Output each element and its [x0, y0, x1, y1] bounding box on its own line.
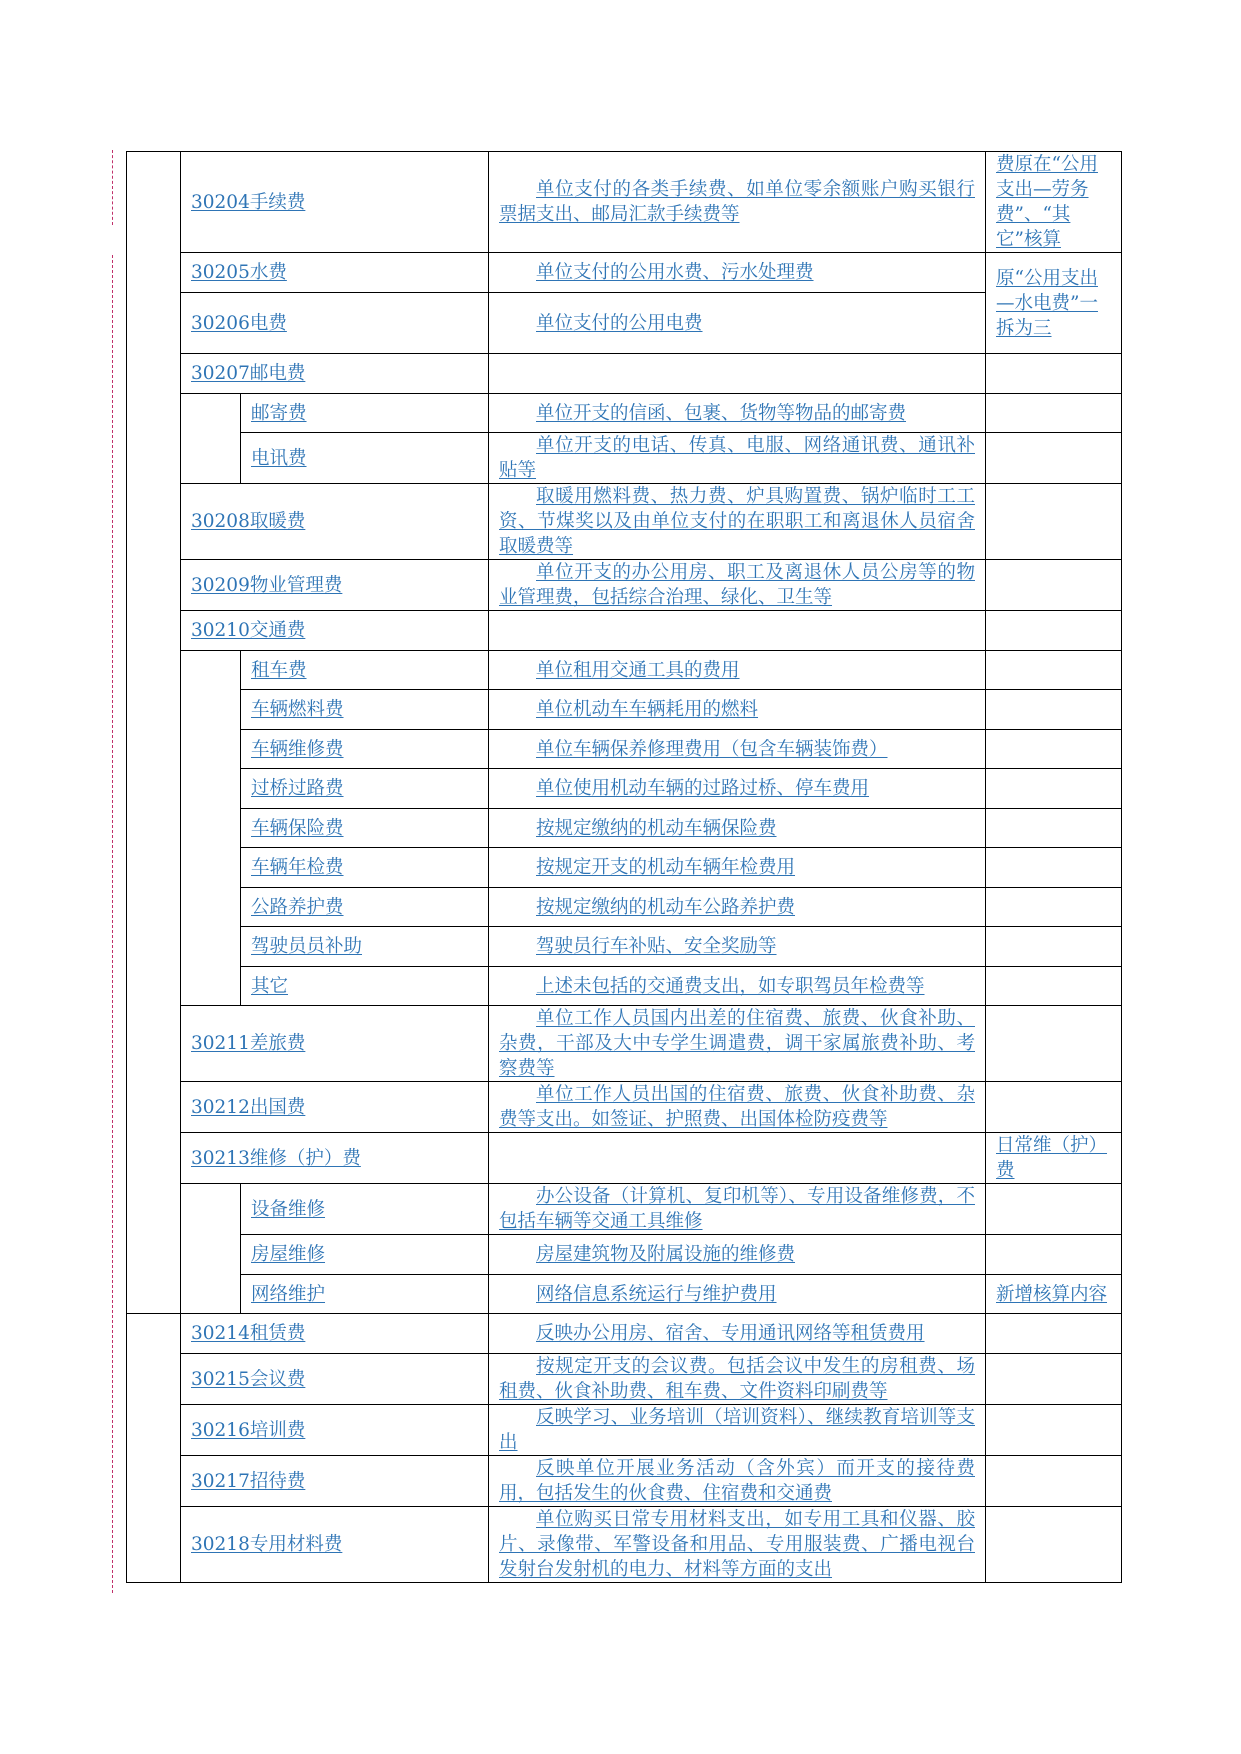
item-desc-link[interactable]: 反映单位开展业务活动（含外宾）而开支的接待费用，包括发生的伙食费、住宿费和交通费	[499, 1458, 975, 1504]
item-desc-link[interactable]: 单位车辆保养修理费用（包含车辆装饰费）	[536, 738, 888, 760]
item-code-link[interactable]: 30209物业管理费	[191, 574, 343, 596]
note-cell	[986, 848, 1122, 888]
item-note-link[interactable]: 新增核算内容	[996, 1283, 1108, 1305]
subitem-cell	[241, 1235, 489, 1275]
code-cell	[181, 1456, 489, 1507]
desc-cell	[489, 1354, 986, 1405]
desc-cell	[489, 433, 986, 484]
subitem-link[interactable]: 邮寄费	[251, 402, 307, 424]
item-code-link[interactable]: 30213维修（护）费	[191, 1147, 361, 1169]
note-cell	[986, 354, 1122, 394]
desc-cell	[489, 888, 986, 927]
desc-cell	[489, 1314, 986, 1354]
code-cell	[181, 1006, 489, 1082]
code-cell	[181, 152, 489, 253]
item-desc-link[interactable]: 取暖用燃料费、热力费、炉具购置费、锅炉临时工工资、节煤奖以及由单位支付的在职职工和离退休人员宿舍取暖费等	[499, 486, 975, 557]
note-cell	[986, 1456, 1122, 1507]
subitem-cell	[241, 433, 489, 484]
desc-cell	[489, 927, 986, 967]
desc-cell	[489, 1275, 986, 1314]
expense-table	[126, 151, 1122, 1583]
table-row	[127, 769, 1122, 809]
code-cell	[181, 1314, 489, 1354]
item-note-link[interactable]: 费原在“公用支出—劳务费”、“其它”核算	[996, 154, 1098, 250]
desc-cell	[489, 1082, 986, 1133]
table-row	[127, 1275, 1122, 1314]
note-cell	[986, 1235, 1122, 1275]
table-row	[127, 1354, 1122, 1405]
item-code-link[interactable]: 30205水费	[191, 262, 287, 283]
note-cell	[986, 651, 1122, 690]
subitem-cell	[241, 848, 489, 888]
subitem-cell	[241, 690, 489, 730]
desc-cell	[489, 611, 986, 651]
note-cell	[986, 1354, 1122, 1405]
code-cell	[181, 611, 489, 651]
table-row	[127, 152, 1122, 253]
subitem-cell	[241, 1184, 489, 1235]
desc-cell	[489, 152, 986, 253]
item-code-link[interactable]: 30217招待费	[191, 1470, 306, 1492]
item-desc-link[interactable]: 单位租用交通工具的费用	[536, 659, 740, 681]
desc-cell	[489, 651, 986, 690]
item-note-link[interactable]: 原“公用支出—水电费”一拆为三	[996, 267, 1098, 339]
item-note-link[interactable]: 日常维（护）费	[996, 1135, 1108, 1181]
desc-cell	[489, 560, 986, 611]
subitem-link[interactable]: 驾驶员员补助	[251, 936, 363, 957]
item-desc-link[interactable]: 房屋建筑物及附属设施的维修费	[536, 1244, 796, 1265]
desc-cell	[489, 967, 986, 1006]
desc-cell	[489, 1507, 986, 1583]
desc-cell	[489, 253, 986, 293]
table-row	[127, 1405, 1122, 1456]
item-desc-link[interactable]: 单位支付的各类手续费、如单位零余额账户购买银行票据支出、邮局汇款手续费等	[499, 179, 975, 225]
item-desc-link[interactable]: 单位支付的公用电费	[536, 312, 703, 334]
table-row	[127, 1006, 1122, 1082]
item-desc-link[interactable]: 单位购买日常专用材料支出，如专用工具和仪器、胶片、录像带、军警设备和用品、专用服装费、广播电视台发射台发射机的电力、材料等方面的支出	[499, 1509, 975, 1580]
item-desc-link[interactable]: 单位机动车车辆耗用的燃料	[536, 699, 759, 720]
table-row	[127, 611, 1122, 651]
item-desc-link[interactable]: 按规定开支的机动车辆年检费用	[536, 857, 796, 878]
table-row	[127, 690, 1122, 730]
desc-cell	[489, 1006, 986, 1082]
code-cell	[181, 560, 489, 611]
desc-cell	[489, 1133, 986, 1184]
note-cell	[986, 611, 1122, 651]
note-cell	[986, 1133, 1122, 1184]
item-desc-link[interactable]: 反映学习、业务培训（培训资料）、继续教育培训等支出	[499, 1407, 975, 1453]
outer-category-cell	[127, 152, 181, 1314]
item-desc-link[interactable]: 反映办公用房、宿舍、专用通讯网络等租赁费用	[536, 1323, 925, 1344]
note-cell	[986, 888, 1122, 927]
subitem-link[interactable]: 电讯费	[251, 447, 307, 469]
margin-change-bar	[112, 255, 113, 1593]
table-row	[127, 809, 1122, 848]
subitem-cell	[241, 769, 489, 809]
desc-cell	[489, 1405, 986, 1456]
subitem-cell	[241, 730, 489, 769]
desc-cell	[489, 394, 986, 433]
code-cell	[181, 354, 489, 394]
subitem-link[interactable]: 车辆燃料费	[251, 699, 344, 720]
desc-cell	[489, 354, 986, 394]
item-code-link[interactable]: 30211差旅费	[191, 1033, 306, 1054]
subitem-cell	[241, 888, 489, 927]
table-row	[127, 730, 1122, 769]
note-cell	[986, 1184, 1122, 1235]
table-row	[127, 484, 1122, 560]
table-row	[127, 1507, 1122, 1583]
table-row	[127, 1133, 1122, 1184]
item-desc-link[interactable]: 单位工作人员出国的住宿费、旅费、伙食补助费、杂费等支出。如签证、护照费、出国体检防疫费等	[499, 1084, 975, 1130]
item-desc-link[interactable]: 单位开支的办公用房、职工及离退休人员公房等的物业管理费，包括综合治理、绿化、卫生等	[499, 562, 975, 608]
item-desc-link[interactable]: 办公设备（计算机、复印机等）、专用设备维修费，不包括车辆等交通工具维修	[499, 1186, 975, 1232]
table-row	[127, 888, 1122, 927]
table-row	[127, 560, 1122, 611]
subitem-link[interactable]: 房屋维修	[251, 1244, 326, 1265]
desc-cell	[489, 690, 986, 730]
note-cell	[986, 1275, 1122, 1314]
table-row	[127, 1235, 1122, 1275]
code-cell	[181, 293, 489, 354]
item-desc-link[interactable]: 按规定缴纳的机动车公路养护费	[536, 896, 796, 918]
subitem-cell	[241, 651, 489, 690]
code-cell	[181, 1133, 489, 1184]
item-desc-link[interactable]: 单位使用机动车辆的过路过桥、停车费用	[536, 778, 870, 799]
item-desc-link[interactable]: 单位支付的公用水费、污水处理费	[536, 262, 814, 283]
note-cell	[986, 560, 1122, 611]
table-row	[127, 433, 1122, 484]
desc-cell	[489, 484, 986, 560]
outer-category-cell	[127, 1314, 181, 1583]
item-desc-link[interactable]: 按规定缴纳的机动车辆保险费	[536, 817, 777, 839]
item-code-link[interactable]: 30210交通费	[191, 620, 306, 641]
table-row	[127, 1456, 1122, 1507]
note-cell	[986, 1507, 1122, 1583]
subitem-link[interactable]: 车辆年检费	[251, 857, 344, 878]
subitem-link[interactable]: 租车费	[251, 659, 307, 681]
indent-cell	[181, 651, 241, 1006]
note-cell	[986, 967, 1122, 1006]
item-desc-link[interactable]: 单位工作人员国内出差的住宿费、旅费、伙食补助、杂费，干部及大中专学生调遣费，调干家属旅费补助、考察费等	[499, 1008, 975, 1079]
code-cell	[181, 484, 489, 560]
note-cell	[986, 484, 1122, 560]
item-desc-link[interactable]: 单位开支的电话、传真、电服、网络通讯费、通讯补贴等	[499, 435, 975, 481]
margin-change-bar	[112, 150, 113, 225]
note-cell	[986, 1314, 1122, 1354]
table-row	[127, 848, 1122, 888]
table-row	[127, 293, 1122, 354]
item-code-link[interactable]: 30214租赁费	[191, 1323, 306, 1344]
item-code-link[interactable]: 30207邮电费	[191, 363, 306, 384]
table-row	[127, 1082, 1122, 1133]
item-code-link[interactable]: 30216培训费	[191, 1419, 306, 1441]
item-desc-link[interactable]: 上述未包括的交通费支出，如专职驾员年检费等	[536, 975, 925, 997]
item-desc-link[interactable]: 网络信息系统运行与维护费用	[536, 1283, 777, 1305]
item-desc-link[interactable]: 按规定开支的会议费。包括会议中发生的房租费、场租费、伙食补助费、租车费、文件资料印刷费等	[499, 1356, 975, 1402]
item-code-link[interactable]: 30206电费	[191, 312, 287, 334]
table-row	[127, 927, 1122, 967]
note-cell	[986, 394, 1122, 433]
indent-cell	[181, 394, 241, 484]
note-cell	[986, 253, 1122, 354]
item-desc-link[interactable]: 驾驶员行车补贴、安全奖励等	[536, 936, 777, 957]
note-cell	[986, 1405, 1122, 1456]
subitem-cell	[241, 394, 489, 433]
desc-cell	[489, 293, 986, 354]
subitem-link[interactable]: 过桥过路费	[251, 778, 344, 799]
note-cell	[986, 1082, 1122, 1133]
code-cell	[181, 1354, 489, 1405]
code-cell	[181, 253, 489, 293]
note-cell	[986, 769, 1122, 809]
item-desc-link[interactable]: 单位开支的信函、包裹、货物等物品的邮寄费	[536, 402, 907, 424]
table-row	[127, 967, 1122, 1006]
subitem-cell	[241, 927, 489, 967]
note-cell	[986, 730, 1122, 769]
indent-cell	[181, 1184, 241, 1314]
subitem-link[interactable]: 设备维修	[251, 1198, 326, 1220]
note-cell	[986, 927, 1122, 967]
note-cell	[986, 809, 1122, 848]
desc-cell	[489, 1184, 986, 1235]
code-cell	[181, 1405, 489, 1456]
item-code-link[interactable]: 30212出国费	[191, 1096, 306, 1118]
note-cell	[986, 152, 1122, 253]
item-code-link[interactable]: 30204手续费	[191, 191, 306, 213]
table-row	[127, 394, 1122, 433]
item-code-link[interactable]: 30218专用材料费	[191, 1534, 343, 1555]
table-row	[127, 354, 1122, 394]
note-cell	[986, 433, 1122, 484]
table-row	[127, 651, 1122, 690]
note-cell	[986, 690, 1122, 730]
item-code-link[interactable]: 30208取暖费	[191, 511, 306, 532]
subitem-cell	[241, 967, 489, 1006]
subitem-link[interactable]: 网络维护	[251, 1283, 326, 1305]
subitem-link[interactable]: 车辆保险费	[251, 817, 344, 839]
code-cell	[181, 1507, 489, 1583]
code-cell	[181, 1082, 489, 1133]
table-row	[127, 1314, 1122, 1354]
desc-cell	[489, 769, 986, 809]
subitem-cell	[241, 809, 489, 848]
subitem-cell	[241, 1275, 489, 1314]
subitem-link[interactable]: 其它	[251, 975, 289, 997]
table-row	[127, 253, 1122, 293]
desc-cell	[489, 1235, 986, 1275]
item-code-link[interactable]: 30215会议费	[191, 1368, 306, 1390]
subitem-link[interactable]: 车辆维修费	[251, 738, 344, 760]
desc-cell	[489, 848, 986, 888]
subitem-link[interactable]: 公路养护费	[251, 896, 344, 918]
desc-cell	[489, 809, 986, 848]
desc-cell	[489, 730, 986, 769]
table-row	[127, 1184, 1122, 1235]
note-cell	[986, 1006, 1122, 1082]
desc-cell	[489, 1456, 986, 1507]
